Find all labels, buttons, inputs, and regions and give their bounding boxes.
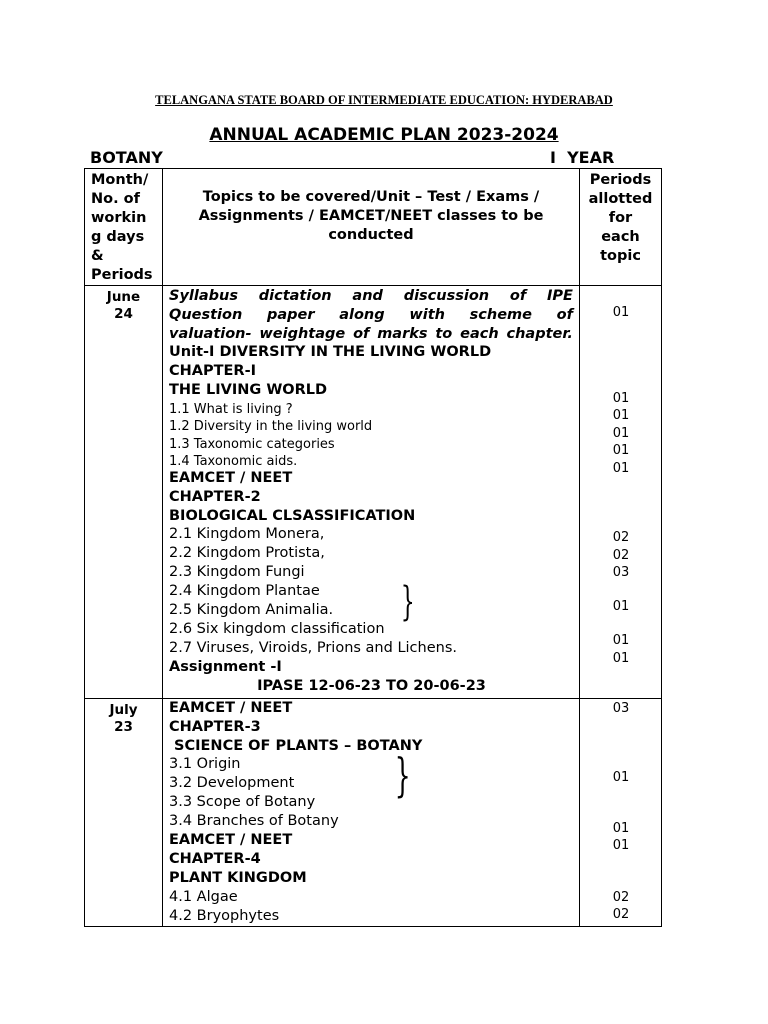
syllabus-line [169,307,573,323]
syllabus-line [169,326,573,342]
syllabus-line [169,288,573,304]
word: Syllabus [169,288,238,304]
periods-cell [580,699,662,927]
period-value: 02 [612,548,630,563]
word: marks [377,326,428,342]
topic-item: 1.3 Taxonomic categories [169,437,335,452]
period-value: 01 [612,461,630,476]
unit-heading: Unit-I DIVERSITY IN THE LIVING WORLD [169,344,492,360]
word: Question [169,307,243,323]
header-line: conducted [328,227,414,243]
exam-label: EAMCET / NEET [169,700,293,716]
topic-item: 3.2 Development [169,775,295,791]
period-value: 01 [612,443,630,458]
word: along [339,307,385,323]
word: of [509,288,527,304]
word: and [352,288,383,304]
header-line: Periods [589,172,652,188]
topic-item: 2.3 Kingdom Fungi [169,564,305,580]
period-value: 02 [612,890,630,905]
topic-item: 3.4 Branches of Botany [169,813,339,829]
plan-title: ANNUAL ACADEMIC PLAN 2023-2024 [209,125,559,145]
word: of [353,326,370,342]
chapter-title: THE LIVING WORLD [169,382,328,398]
table-header-row [85,169,662,286]
topic-item: 3.1 Origin [169,756,241,772]
header-line: workin [91,210,147,226]
header-line: allotted [588,191,653,207]
exam-label: EAMCET / NEET [169,832,293,848]
topic-item: 2.4 Kingdom Plantae [169,583,320,599]
exam-label: EAMCET / NEET [169,470,293,486]
periods-cell [580,286,662,699]
period-value: 01 [612,633,630,648]
topic-item: 1.2 Diversity in the living world [169,419,373,434]
chapter-heading: CHAPTER-4 [169,851,261,867]
period-value: 02 [612,530,630,545]
header-line: g days [91,229,145,245]
period-value: 01 [612,651,630,666]
header-line: Topics to be covered/Unit – Test / Exams / [202,189,540,205]
assignment-label: Assignment -I [169,659,282,675]
word: scheme [469,307,532,323]
period-value: 02 [612,907,630,922]
period-value: 01 [612,838,630,853]
word: dictation [258,288,332,304]
period-value: 03 [612,565,630,580]
right-brace-icon: } [400,579,415,625]
period-value: 03 [612,701,630,716]
period-value: 01 [612,408,630,423]
topic-item: 4.1 Algae [169,889,238,905]
topic-item: 1.4 Taxonomic aids. [169,454,298,469]
header-line: Assignments / EAMCET/NEET classes to be [198,208,544,224]
period-value: 01 [612,305,630,320]
table-row-july [85,699,662,927]
chapter-title: SCIENCE OF PLANTS – BOTANY [169,738,423,754]
topic-item: 2.2 Kingdom Protista, [169,545,325,561]
subject-label: BOTANY [90,148,163,167]
chapter-heading: CHAPTER-2 [169,489,261,505]
header-line: & [91,248,104,264]
working-days: 23 [114,719,133,735]
month-cell [85,286,163,699]
word: with [409,307,445,323]
working-days: 24 [114,306,133,322]
topics-cell [163,286,580,699]
month-cell [85,699,163,927]
word: discussion [403,288,490,304]
right-brace-icon: } [394,748,411,802]
chapter-title: BIOLOGICAL CLSASSIFICATION [169,508,416,524]
period-value: 01 [612,391,630,406]
topic-item: 1.1 What is living ? [169,402,293,417]
header-line: each [601,229,640,245]
chapter-title: PLANT KINGDOM [169,870,307,886]
header-line: for [608,210,633,226]
header-line: Periods [91,267,153,283]
year-label: I YEAR [550,148,615,167]
header-line: topic [600,248,641,264]
topics-column-header [163,169,580,286]
word: weightage [259,326,346,342]
board-heading: TELANGANA STATE BOARD OF INTERMEDIATE EDUCATION: HYDERABAD [155,93,613,107]
period-value: 01 [612,770,630,785]
word: IPE [547,288,573,304]
month-name: July [109,702,138,718]
word: of [556,307,573,323]
chapter-heading: CHAPTER-3 [169,719,261,735]
topic-item: 3.3 Scope of Botany [169,794,316,810]
topics-cell [163,699,580,927]
topic-item: 2.1 Kingdom Monera, [169,526,325,542]
word: chapter. [506,326,573,342]
topic-item: 4.2 Bryophytes [169,908,280,924]
period-value: 01 [612,821,630,836]
word: valuation- [169,326,252,342]
chapter-heading: CHAPTER-I [169,363,256,379]
month-column-header [85,169,163,286]
period-value: 01 [612,599,630,614]
period-value: 01 [612,426,630,441]
table-row-june [85,286,662,699]
word: paper [267,307,315,323]
word: to [435,326,453,342]
word: each [460,326,499,342]
ipase-label: IPASE 12-06-23 TO 20-06-23 [257,678,486,694]
header-line: No. of [91,191,140,207]
academic-plan-table [84,168,662,927]
periods-column-header [580,169,662,286]
header-line: Month/ [91,172,149,188]
topic-item: 2.6 Six kingdom classification [169,621,385,637]
topic-item: 2.5 Kingdom Animalia. [169,602,334,618]
topic-item: 2.7 Viruses, Viroids, Prions and Lichens. [169,640,457,656]
month-name: June [106,289,141,305]
